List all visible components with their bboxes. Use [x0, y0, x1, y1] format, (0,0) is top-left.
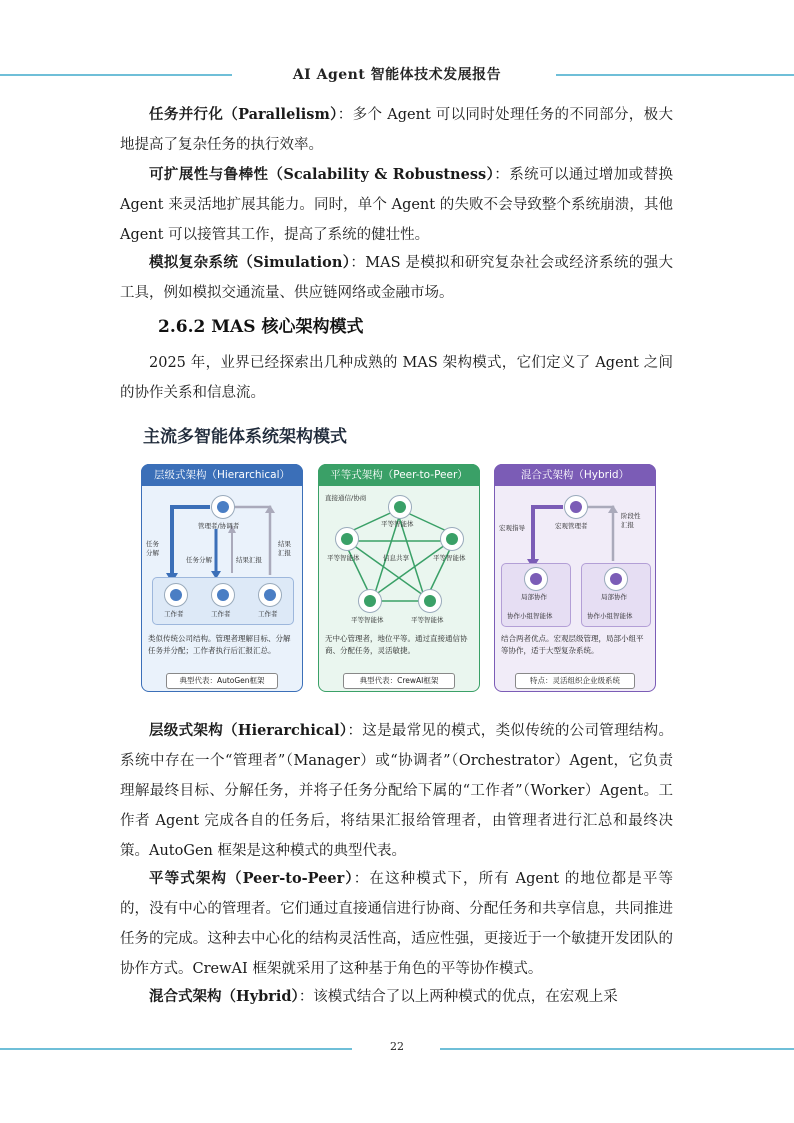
section-title: 2.6.2 MAS 核心架构模式: [158, 317, 364, 337]
paragraph-hierarchical: [120, 716, 673, 866]
text-peer-to-peer: ：在这种模式下，所有 Agent 的地位都是平等的，没有中心的管理者。它们通过直接通信进行协商、分配任务和共享信息，共同推进任务的完成。这种去中心化的结构灵活性高，适应性强，更接近于一个敏捷开发团队的协作方式。CrewAI 框架就采用了这种基于角色的平等协作模式。: [120, 871, 673, 977]
hier-up-label: 结果汇报: [236, 556, 262, 564]
p2p-share-label: 信息共享: [383, 554, 409, 562]
text-parallelism: ：多个 Agent 可以同时处理任务的不同部分，极大地提高了复杂任务的执行效率。: [120, 107, 673, 153]
worker-3-label: 工作者: [258, 610, 278, 618]
group-left-node-icon: [524, 567, 548, 591]
term-simulation: 模拟复杂系统（Simulation）: [149, 254, 351, 271]
term-hybrid: 混合式架构（Hybrid）: [149, 988, 299, 1005]
group-left-local-label: 局部协作: [521, 593, 547, 601]
running-header: AI Agent 智能体技术发展报告: [292, 67, 502, 83]
paragraph-hybrid: [120, 982, 673, 1012]
hier-right-arrow-label: 结果汇报: [278, 540, 291, 557]
panel-hybrid-header: 混合式架构（Hybrid）: [494, 464, 656, 486]
hier-down-label: 任务分解: [186, 556, 212, 564]
term-scalability: 可扩展性与鲁棒性（Scalability & Robustness）: [149, 166, 495, 183]
text-hierarchical: ：这是最常见的模式，类似传统的公司管理结构。系统中存在一个“管理者”（Manager）或“协调者”（Orchestrator）Agent，它负责理解最终目标、分解任务，并将子任务分配给下属的“工作者”（Worker）Agent。工作者 Agent 完成各自的任务后，将结果汇报给管理者，由管理者进行汇总和最终决策。AutoGen 框架是这种模式的典型代表。: [120, 723, 673, 859]
group-right-node-icon: [604, 567, 628, 591]
panel-hybrid: [494, 464, 656, 692]
panel-hierarchical-header: 层级式架构（Hierarchical）: [141, 464, 303, 486]
hier-manager-label: 管理者/协调者: [198, 522, 240, 530]
peer-right-label: 平等智能体: [433, 554, 466, 562]
worker-2-label: 工作者: [211, 610, 231, 618]
p2p-description: 无中心管理者，地位平等。通过直接通信协商、分配任务，灵活敏捷。: [325, 634, 468, 655]
hier-representative: 典型代表：AutoGen框架: [166, 673, 278, 689]
manager-node-icon: [211, 495, 235, 519]
worker-1-icon: [164, 583, 188, 607]
peer-bottom-left-label: 平等智能体: [351, 616, 384, 624]
panel-hierarchical: [141, 464, 303, 692]
p2p-comm-label: 直接通信/协商: [325, 494, 367, 502]
worker-3-icon: [258, 583, 282, 607]
panel-peer-to-peer: [318, 464, 480, 692]
macro-manager-icon: [564, 495, 588, 519]
figure-title: 主流多智能体系统架构模式: [143, 427, 347, 447]
architecture-figure: [135, 416, 667, 706]
page-number: 22: [390, 1040, 404, 1053]
p2p-representative: 典型代表：CrewAI框架: [343, 673, 455, 689]
paragraph-simulation: [120, 248, 673, 308]
group-right-label: 协作小组智能体: [587, 612, 633, 620]
group-left-label: 协作小组智能体: [507, 612, 553, 620]
term-hierarchical: 层级式架构（Hierarchical）: [149, 722, 348, 739]
text-hybrid: ：该模式结合了以上两种模式的优点，在宏观上采: [298, 989, 618, 1005]
paragraph-parallelism: [120, 100, 673, 160]
paragraph-intro: [120, 348, 673, 408]
hybrid-description: 结合两者优点。宏观层级管理，局部小组平等协作，适于大型复杂系统。: [501, 634, 644, 655]
text-scalability: ：系统可以通过增加或替换 Agent 来灵活地扩展其能力。同时，单个 Agent 的失败不会导致整个系统崩溃，其他 Agent 可以接管其工作，提高了系统的健壮性。: [120, 167, 674, 243]
peer-right-icon: [440, 527, 464, 551]
term-peer-to-peer: 平等式架构（Peer-to-Peer）: [149, 870, 354, 887]
peer-top-icon: [388, 495, 412, 519]
worker-2-icon: [211, 583, 235, 607]
text-intro: 2025 年，业界已经探索出几种成熟的 MAS 架构模式，它们定义了 Agent 之间的协作关系和信息流。: [120, 355, 673, 401]
peer-bottom-left-icon: [358, 589, 382, 613]
group-right-local-label: 局部协作: [601, 593, 627, 601]
peer-bottom-right-icon: [418, 589, 442, 613]
paragraph-peer-to-peer: [120, 864, 673, 984]
hier-left-arrow-label: 任务分解: [146, 540, 159, 557]
hybrid-right-arrow-label: 阶段性汇报: [621, 512, 641, 529]
hier-description: 类似传统公司结构。管理者理解目标、分解任务并分配；工作者执行后汇报汇总。: [148, 634, 291, 655]
text-simulation: ：MAS 是模拟和研究复杂社会或经济系统的强大工具，例如模拟交通流量、供应链网络或金融市场。: [120, 255, 674, 301]
term-parallelism: 任务并行化（Parallelism）: [149, 106, 338, 123]
peer-left-icon: [335, 527, 359, 551]
hybrid-manager-label: 宏观管理者: [555, 522, 588, 530]
panel-p2p-header: 平等式架构（Peer-to-Peer）: [318, 464, 480, 486]
peer-bottom-right-label: 平等智能体: [411, 616, 444, 624]
peer-left-label: 平等智能体: [327, 554, 360, 562]
paragraph-scalability: [120, 160, 673, 250]
hybrid-left-arrow-label: 宏观指导: [499, 524, 525, 532]
peer-top-label: 平等智能体: [381, 520, 414, 528]
worker-1-label: 工作者: [164, 610, 184, 618]
hybrid-feature: 特点：灵活组织企业级系统: [515, 673, 635, 689]
